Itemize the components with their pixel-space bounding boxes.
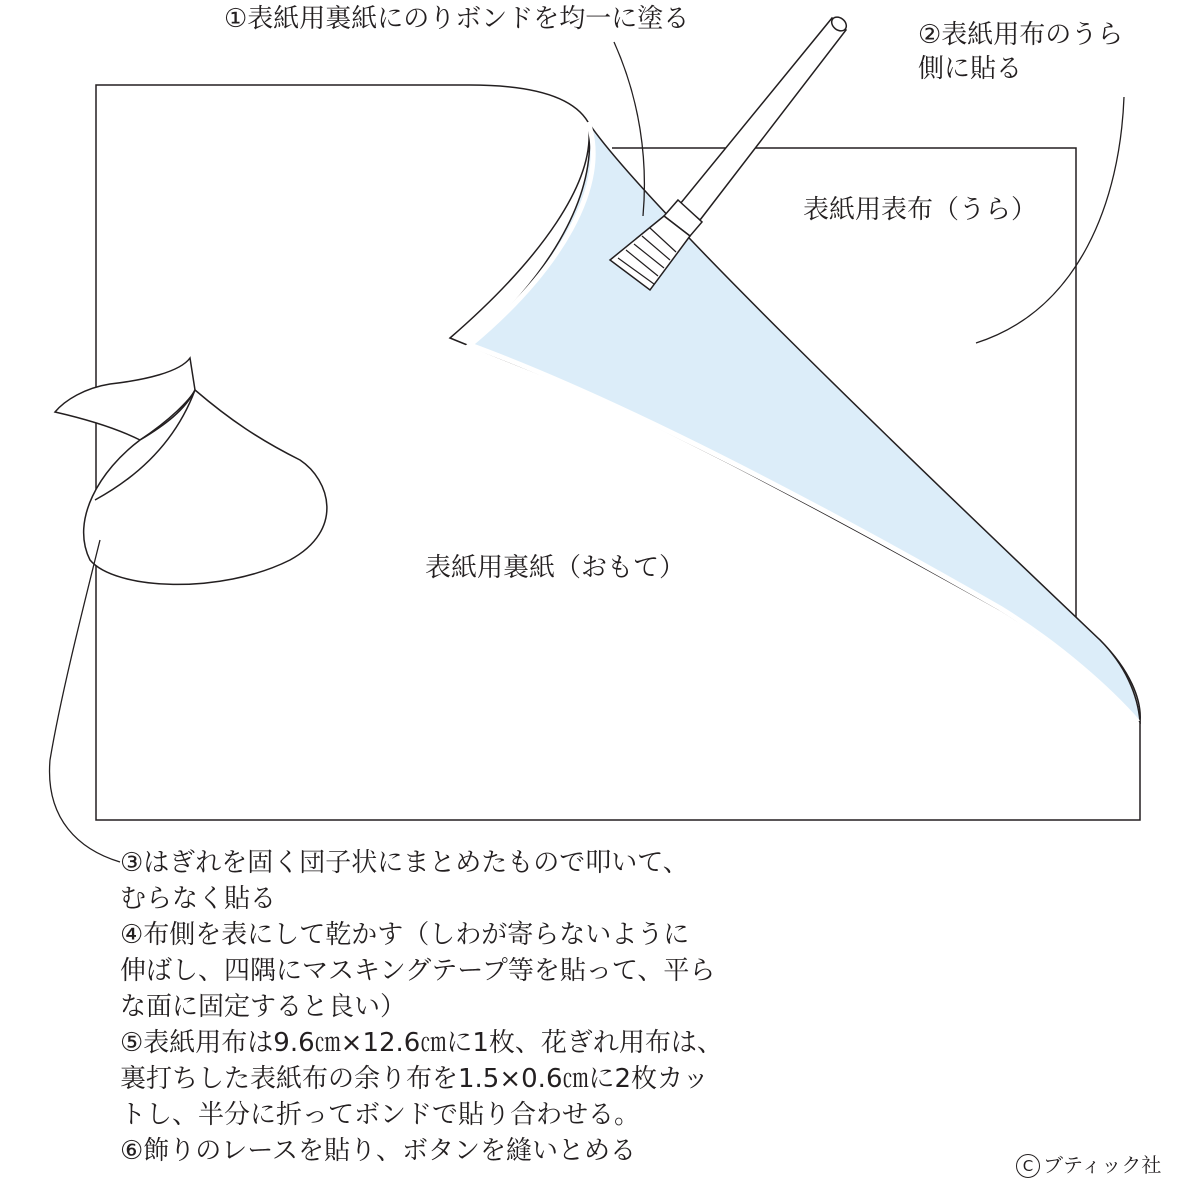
instruction-steps <box>120 845 723 1169</box>
step-line: むらなく貼る <box>120 884 277 914</box>
paper-front-label: 表紙用裏紙（おもて） <box>425 553 686 583</box>
step-line: ④布側を表にして乾かす（しわが寄らないように <box>120 920 690 950</box>
step2-label-line1: ②表紙用布のうら <box>918 20 1124 50</box>
cloth-back-label: 表紙用表布（うら） <box>803 195 1038 225</box>
brush-icon <box>610 14 849 290</box>
step-line: ⑥飾りのレースを貼り、ボタンを縫いとめる <box>120 1136 637 1166</box>
step2-label-line2: 側に貼る <box>918 54 1023 84</box>
copyright-icon: C <box>1016 1154 1040 1178</box>
step-line: 裏打ちした表紙布の余り布を1.5×0.6㎝に2枚カッ <box>120 1064 709 1094</box>
step-line: トし、半分に折ってボンドで貼り合わせる。 <box>120 1100 641 1130</box>
step1-label: ①表紙用裏紙にのりボンドを均一に塗る <box>224 4 690 34</box>
copyright-text: ブティック社 <box>1043 1153 1162 1177</box>
step2-label <box>918 18 1178 86</box>
step-line: 伸ばし、四隅にマスキングテープ等を貼って、平ら <box>120 956 716 986</box>
step-line: な面に固定すると良い） <box>120 992 407 1022</box>
step-line: ③はぎれを固く団子状にまとめたもので叩いて、 <box>120 848 689 878</box>
step-line: ⑤表紙用布は9.6㎝×12.6㎝に1枚、花ぎれ用布は、 <box>120 1028 723 1058</box>
copyright <box>1016 1151 1161 1179</box>
